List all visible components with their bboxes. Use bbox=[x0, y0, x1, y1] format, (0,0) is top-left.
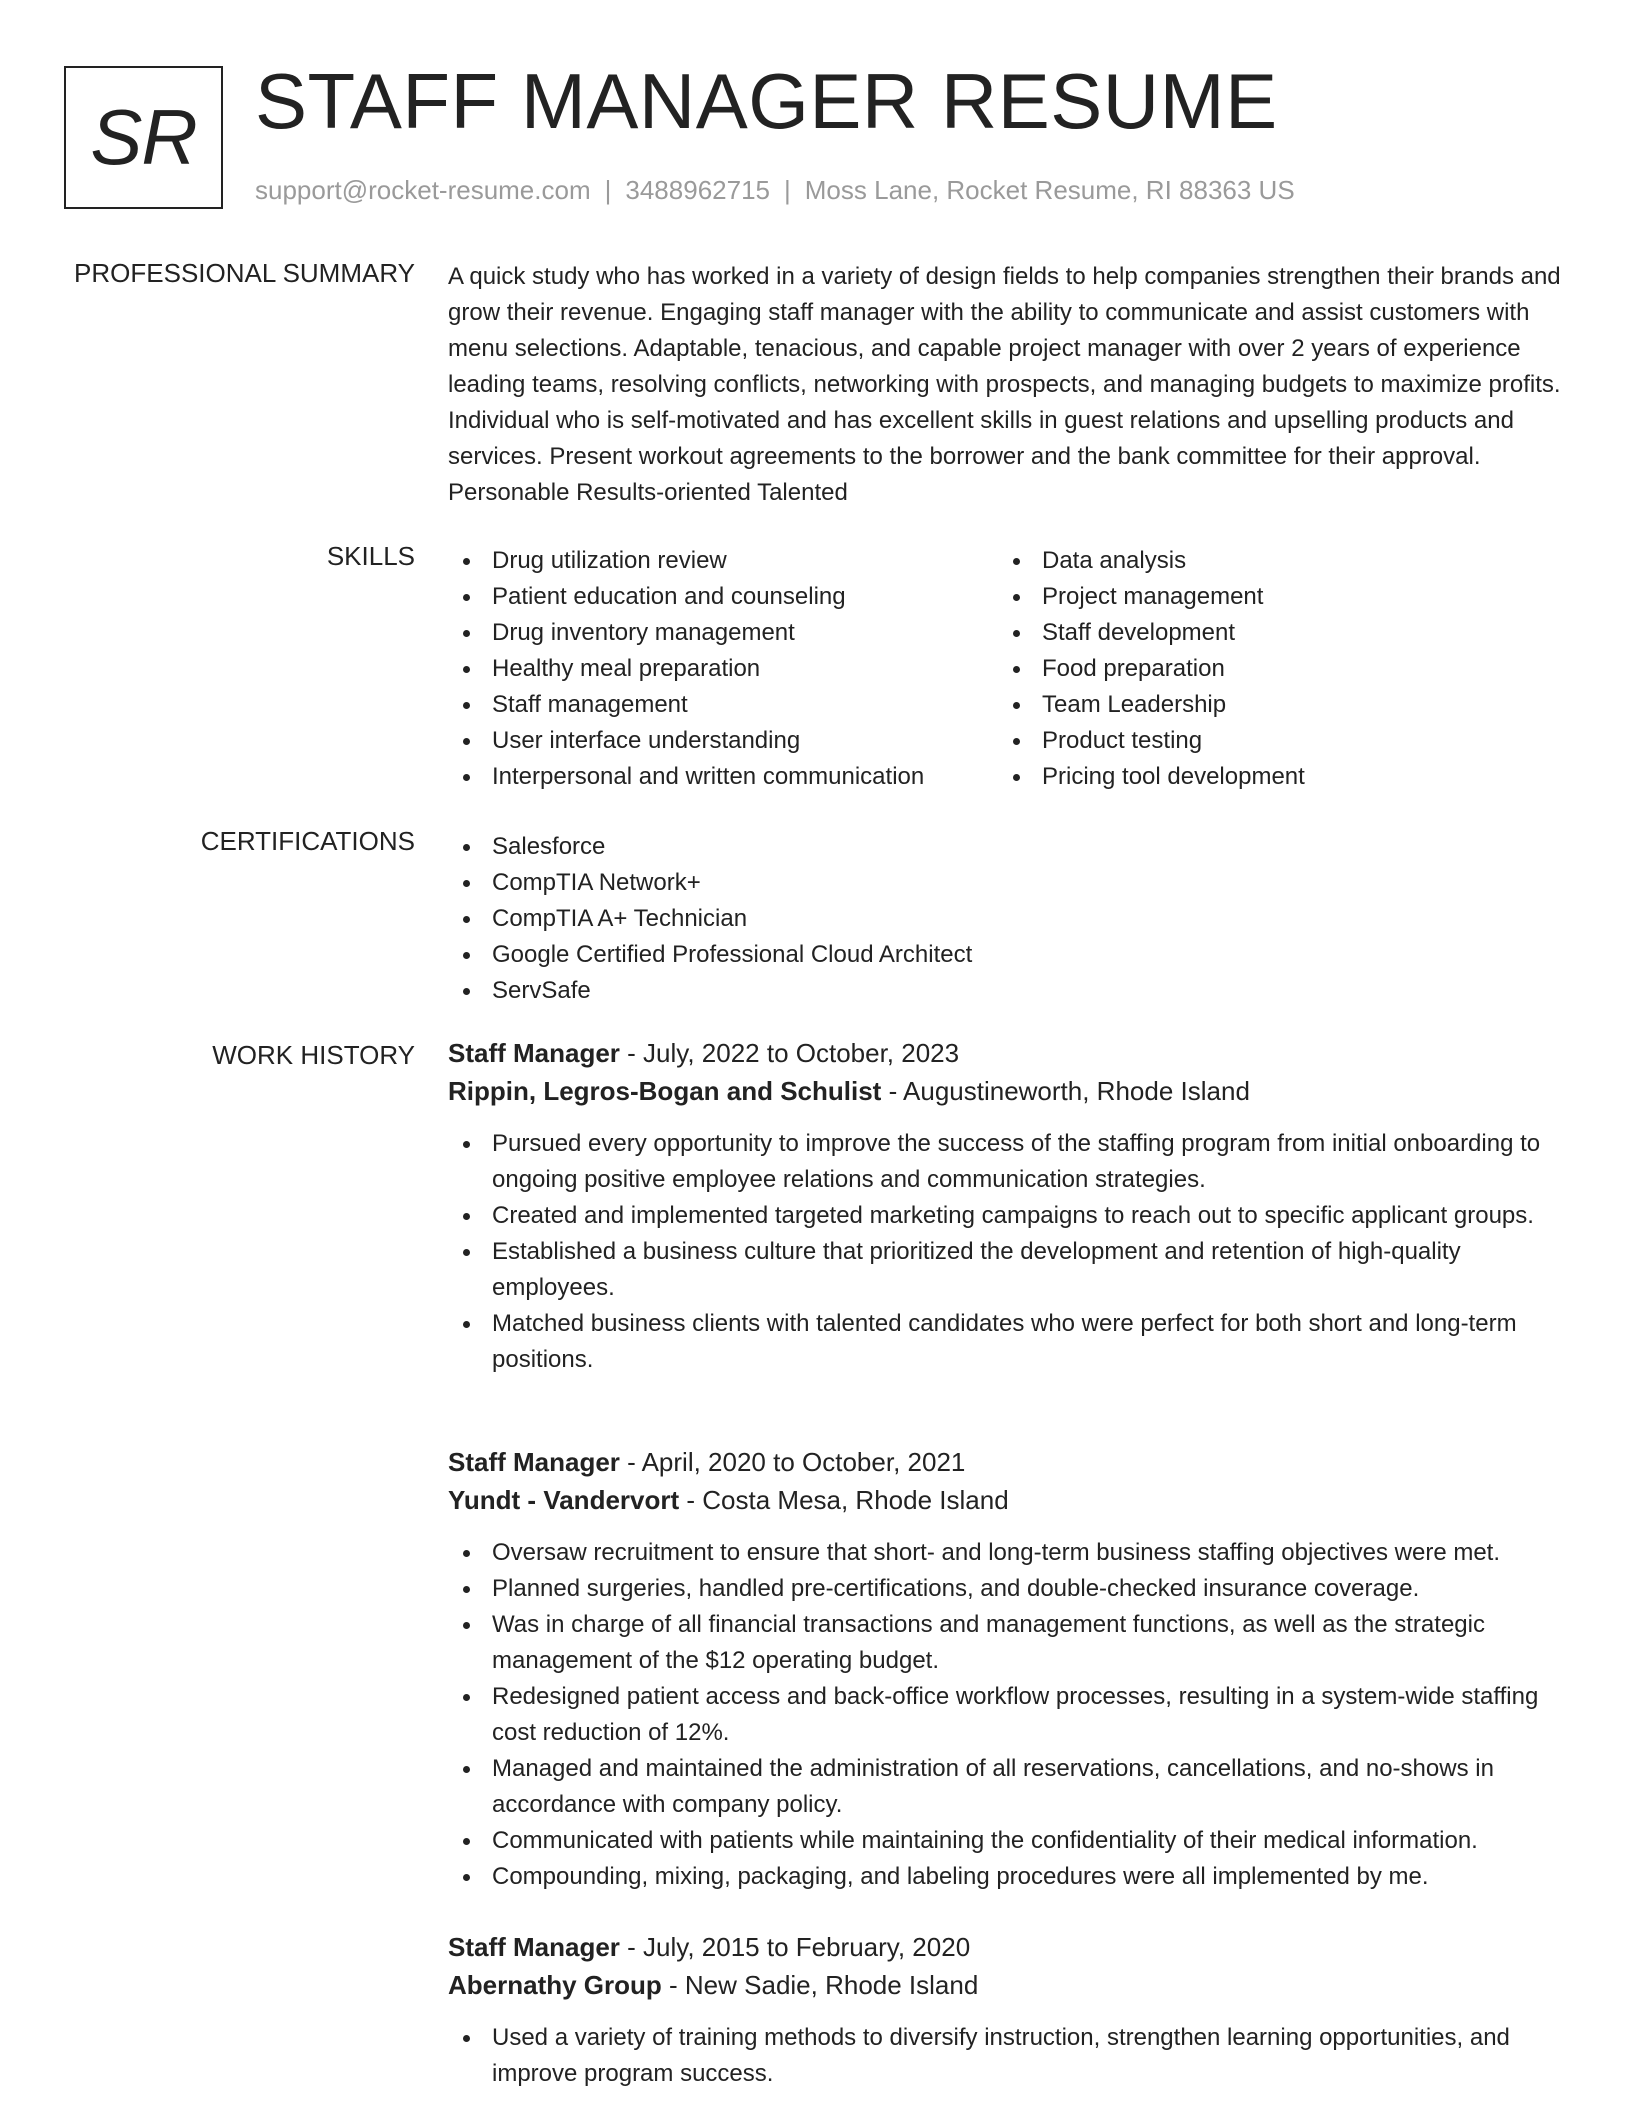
job-entry bbox=[448, 1034, 1568, 1378]
list-item: Pricing tool development bbox=[998, 759, 1548, 795]
skills-heading: SKILLS bbox=[326, 541, 415, 571]
job-entry bbox=[448, 1928, 1568, 2092]
summary-heading: PROFESSIONAL SUMMARY bbox=[74, 258, 415, 288]
list-item: CompTIA A+ Technician bbox=[448, 901, 1568, 937]
list-item: Project management bbox=[998, 579, 1548, 615]
list-item: Google Certified Professional Cloud Architect bbox=[448, 937, 1568, 973]
list-item: Team Leadership bbox=[998, 687, 1548, 723]
work-history-heading: WORK HISTORY bbox=[212, 1040, 415, 1070]
job-title: Staff Manager bbox=[448, 1447, 620, 1477]
job-dates: - July, 2022 to October, 2023 bbox=[619, 1038, 960, 1068]
contact-address: Moss Lane, Rocket Resume, RI 88363 US bbox=[804, 175, 1295, 205]
job-company: Rippin, Legros-Bogan and Schulist bbox=[448, 1076, 882, 1106]
list-item: Salesforce bbox=[448, 829, 1568, 865]
resume-title: STAFF MANAGER RESUME bbox=[255, 57, 1278, 145]
contact-phone: 3488962715 bbox=[625, 175, 770, 205]
contact-line bbox=[255, 175, 1295, 206]
job-company-line bbox=[448, 1072, 1568, 1110]
list-item: Oversaw recruitment to ensure that short- and long-term business staffing objectives were met. bbox=[448, 1535, 1568, 1571]
job-bullets bbox=[448, 1535, 1568, 1895]
contact-separator: | bbox=[604, 175, 612, 205]
job-company-line bbox=[448, 1481, 1568, 1519]
job-title: Staff Manager bbox=[448, 1038, 620, 1068]
job-dates: - July, 2015 to February, 2020 bbox=[619, 1932, 971, 1962]
certifications-list bbox=[448, 829, 1568, 1009]
contact-email: support@rocket-resume.com bbox=[255, 175, 591, 205]
job-company-line bbox=[448, 1966, 1568, 2004]
list-item: Pursued every opportunity to improve the success of the staffing program from initial onboarding to ongoing positive employee relations and communication strategies. bbox=[448, 1126, 1568, 1198]
certifications-heading: CERTIFICATIONS bbox=[200, 826, 415, 856]
job-dates: - April, 2020 to October, 2021 bbox=[619, 1447, 966, 1477]
list-item: Managed and maintained the administration of all reservations, cancellations, and no-shows in accordance with company policy. bbox=[448, 1751, 1568, 1823]
list-item: Drug inventory management bbox=[448, 615, 998, 651]
job-bullets bbox=[448, 1126, 1568, 1378]
certifications-block bbox=[448, 829, 1568, 1009]
list-item: Used a variety of training methods to diversify instruction, strengthen learning opportunities, and improve program success. bbox=[448, 2020, 1568, 2092]
list-item: Product testing bbox=[998, 723, 1548, 759]
list-item: Created and implemented targeted marketing campaigns to reach out to specific applicant groups. bbox=[448, 1198, 1568, 1234]
summary-text: A quick study who has worked in a variety of design fields to help companies strengthen their brands and grow their revenue. Engaging staff manager with the ability to communicate and assist customers with menu selections. Adaptable, tenacious, and capable project manager with over 2 years of experience leading teams, resolving conflicts, networking with prospects, and managing budgets to maximize profits. Individual who is self-motivated and has excellent skills in guest relations and upselling products and services. Present workout agreements to the borrower and the bank committee for their approval. Personable Results-oriented Talented bbox=[448, 263, 1561, 506]
list-item: Healthy meal preparation bbox=[448, 651, 998, 687]
job-title-line bbox=[448, 1928, 1568, 1966]
contact-separator: | bbox=[784, 175, 791, 205]
job-location: - Augustineworth, Rhode Island bbox=[881, 1076, 1250, 1106]
job-location: - New Sadie, Rhode Island bbox=[661, 1970, 979, 2000]
monogram-box bbox=[64, 66, 223, 209]
skills-list-left bbox=[448, 543, 998, 795]
job-company: Yundt - Vandervort bbox=[448, 1485, 680, 1515]
job-bullets bbox=[448, 2020, 1568, 2092]
list-item: Compounding, mixing, packaging, and labeling procedures were all implemented by me. bbox=[448, 1859, 1568, 1895]
job-entry bbox=[448, 1443, 1568, 1895]
skills-columns bbox=[448, 543, 1568, 795]
job-location: - Costa Mesa, Rhode Island bbox=[679, 1485, 1009, 1515]
list-item: Matched business clients with talented candidates who were perfect for both short and long-term positions. bbox=[448, 1306, 1568, 1378]
list-item: User interface understanding bbox=[448, 723, 998, 759]
list-item: Redesigned patient access and back-office workflow processes, resulting in a system-wide staffing cost reduction of 12%. bbox=[448, 1679, 1568, 1751]
list-item: Food preparation bbox=[998, 651, 1548, 687]
skills-list-right bbox=[998, 543, 1548, 795]
list-item: Patient education and counseling bbox=[448, 579, 998, 615]
list-item: CompTIA Network+ bbox=[448, 865, 1568, 901]
list-item: Staff management bbox=[448, 687, 998, 723]
list-item: ServSafe bbox=[448, 973, 1568, 1009]
job-title-line bbox=[448, 1443, 1568, 1481]
list-item: Communicated with patients while maintaining the confidentiality of their medical information. bbox=[448, 1823, 1568, 1859]
job-company: Abernathy Group bbox=[448, 1970, 662, 2000]
list-item: Drug utilization review bbox=[448, 543, 998, 579]
monogram-initials: SR bbox=[90, 93, 197, 181]
job-title: Staff Manager bbox=[448, 1932, 620, 1962]
job-title-line bbox=[448, 1034, 1568, 1072]
list-item: Was in charge of all financial transactions and management functions, as well as the strategic management of the $12 operating budget. bbox=[448, 1607, 1568, 1679]
list-item: Planned surgeries, handled pre-certifications, and double-checked insurance coverage. bbox=[448, 1571, 1568, 1607]
list-item: Established a business culture that prioritized the development and retention of high-quality employees. bbox=[448, 1234, 1568, 1306]
list-item: Data analysis bbox=[998, 543, 1548, 579]
list-item: Staff development bbox=[998, 615, 1548, 651]
list-item: Interpersonal and written communication bbox=[448, 759, 998, 795]
